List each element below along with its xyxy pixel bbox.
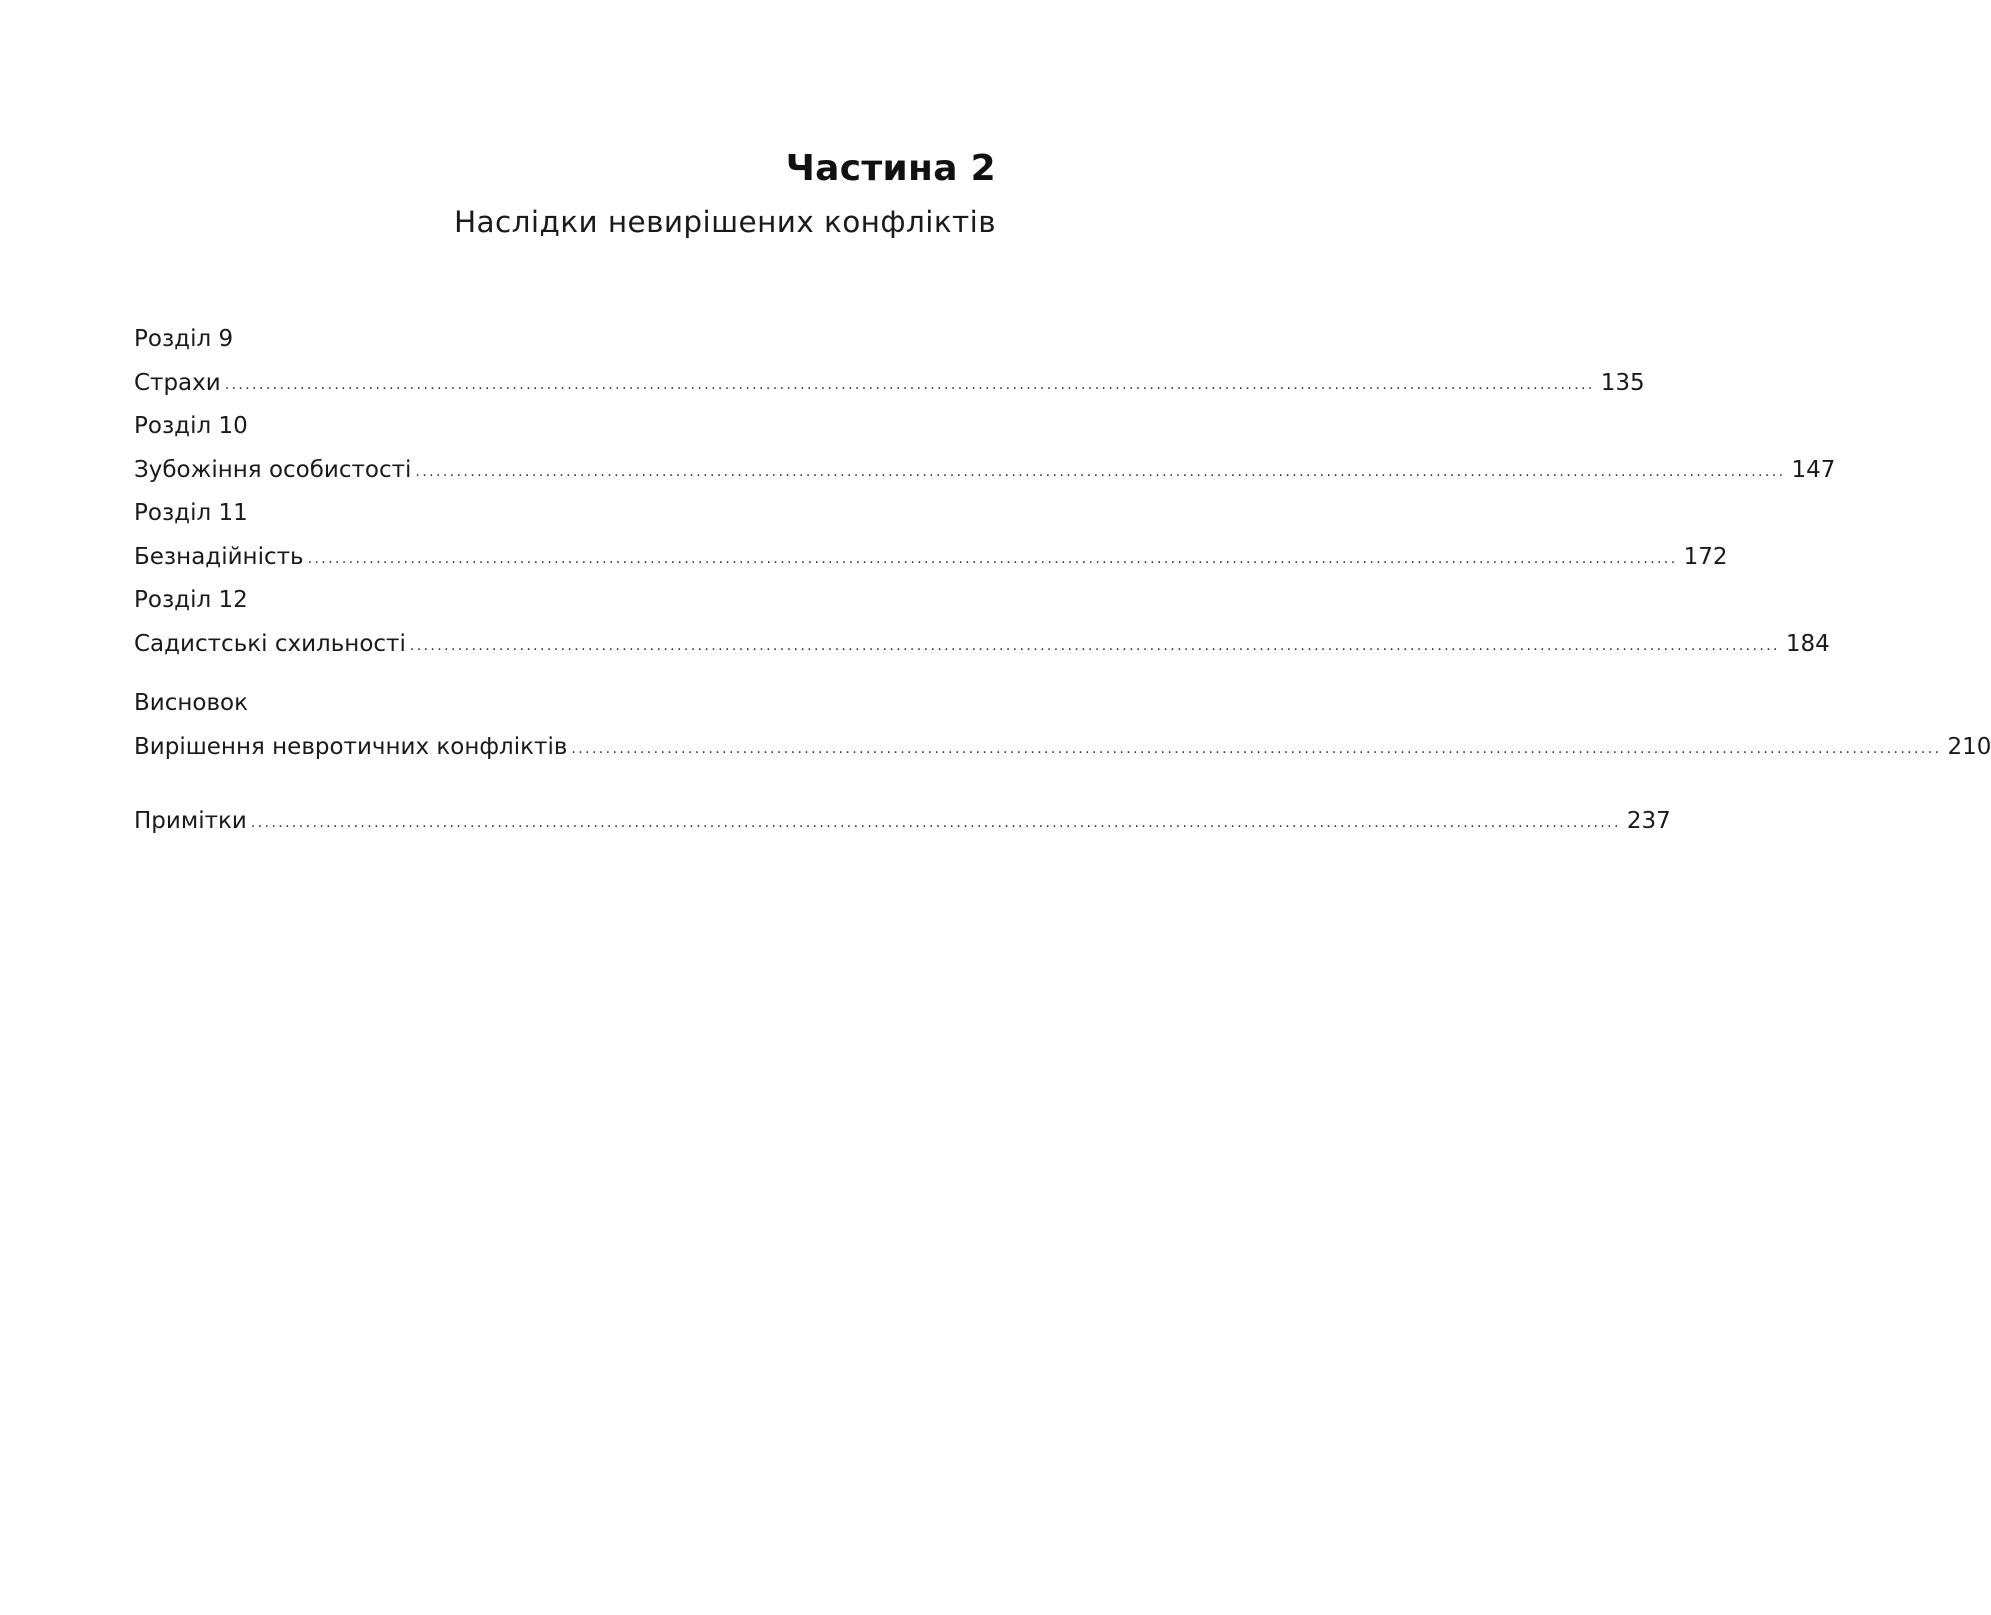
entry-title: Страхи <box>134 370 221 396</box>
dot-leader: ........................................................................................................................................................................................................ <box>409 638 1780 654</box>
page-number: 184 <box>1785 631 1830 657</box>
toc-chapter-10 <box>134 405 1836 492</box>
entry-title: Безнадійність <box>134 544 304 570</box>
spacer <box>134 666 996 682</box>
toc-entry[interactable] <box>134 448 1836 492</box>
entry-title: Зубожіння особистості <box>134 457 412 483</box>
chapter-label: Висновок <box>134 690 249 716</box>
page-number: 172 <box>1683 544 1728 570</box>
dot-leader: ........................................................................................................................................................................................................ <box>250 815 1621 831</box>
table-of-contents <box>134 318 1991 843</box>
toc-entry[interactable] <box>134 361 1645 405</box>
toc-entry[interactable] <box>134 799 1671 843</box>
part-title: Частина 2 <box>785 148 996 189</box>
entry-title: Вирішення невротичних конфліктів <box>134 734 568 760</box>
entry-title: Примітки <box>134 808 247 834</box>
toc-entry[interactable] <box>134 622 1830 666</box>
toc-chapter-9 <box>134 318 1645 405</box>
chapter-label: Розділ 10 <box>134 413 248 439</box>
toc-entry[interactable] <box>134 725 1991 769</box>
dot-leader: ........................................................................................................................................................................................................ <box>307 551 1678 567</box>
dot-leader: ........................................................................................................................................................................................................ <box>224 377 1595 393</box>
page-number: 210 <box>1947 734 1991 760</box>
part-subtitle: Наслідки невирішених конфліктів <box>453 205 996 239</box>
chapter-label: Розділ 9 <box>134 326 234 352</box>
toc-conclusion <box>134 682 1991 769</box>
dot-leader: ........................................................................................................................................................................................................ <box>571 741 1942 757</box>
chapter-label: Розділ 11 <box>134 500 248 526</box>
chapter-label: Розділ 12 <box>134 587 248 613</box>
page-number: 147 <box>1791 457 1836 483</box>
toc-chapter-11 <box>134 492 1728 579</box>
entry-title: Садистські схильності <box>134 631 406 657</box>
dot-leader: ........................................................................................................................................................................................................ <box>415 464 1786 480</box>
page-number: 237 <box>1626 808 1671 834</box>
toc-notes <box>134 799 1671 843</box>
page-number: 135 <box>1600 370 1645 396</box>
toc-entry[interactable] <box>134 535 1728 579</box>
toc-chapter-12 <box>134 579 1830 666</box>
spacer <box>134 769 996 799</box>
